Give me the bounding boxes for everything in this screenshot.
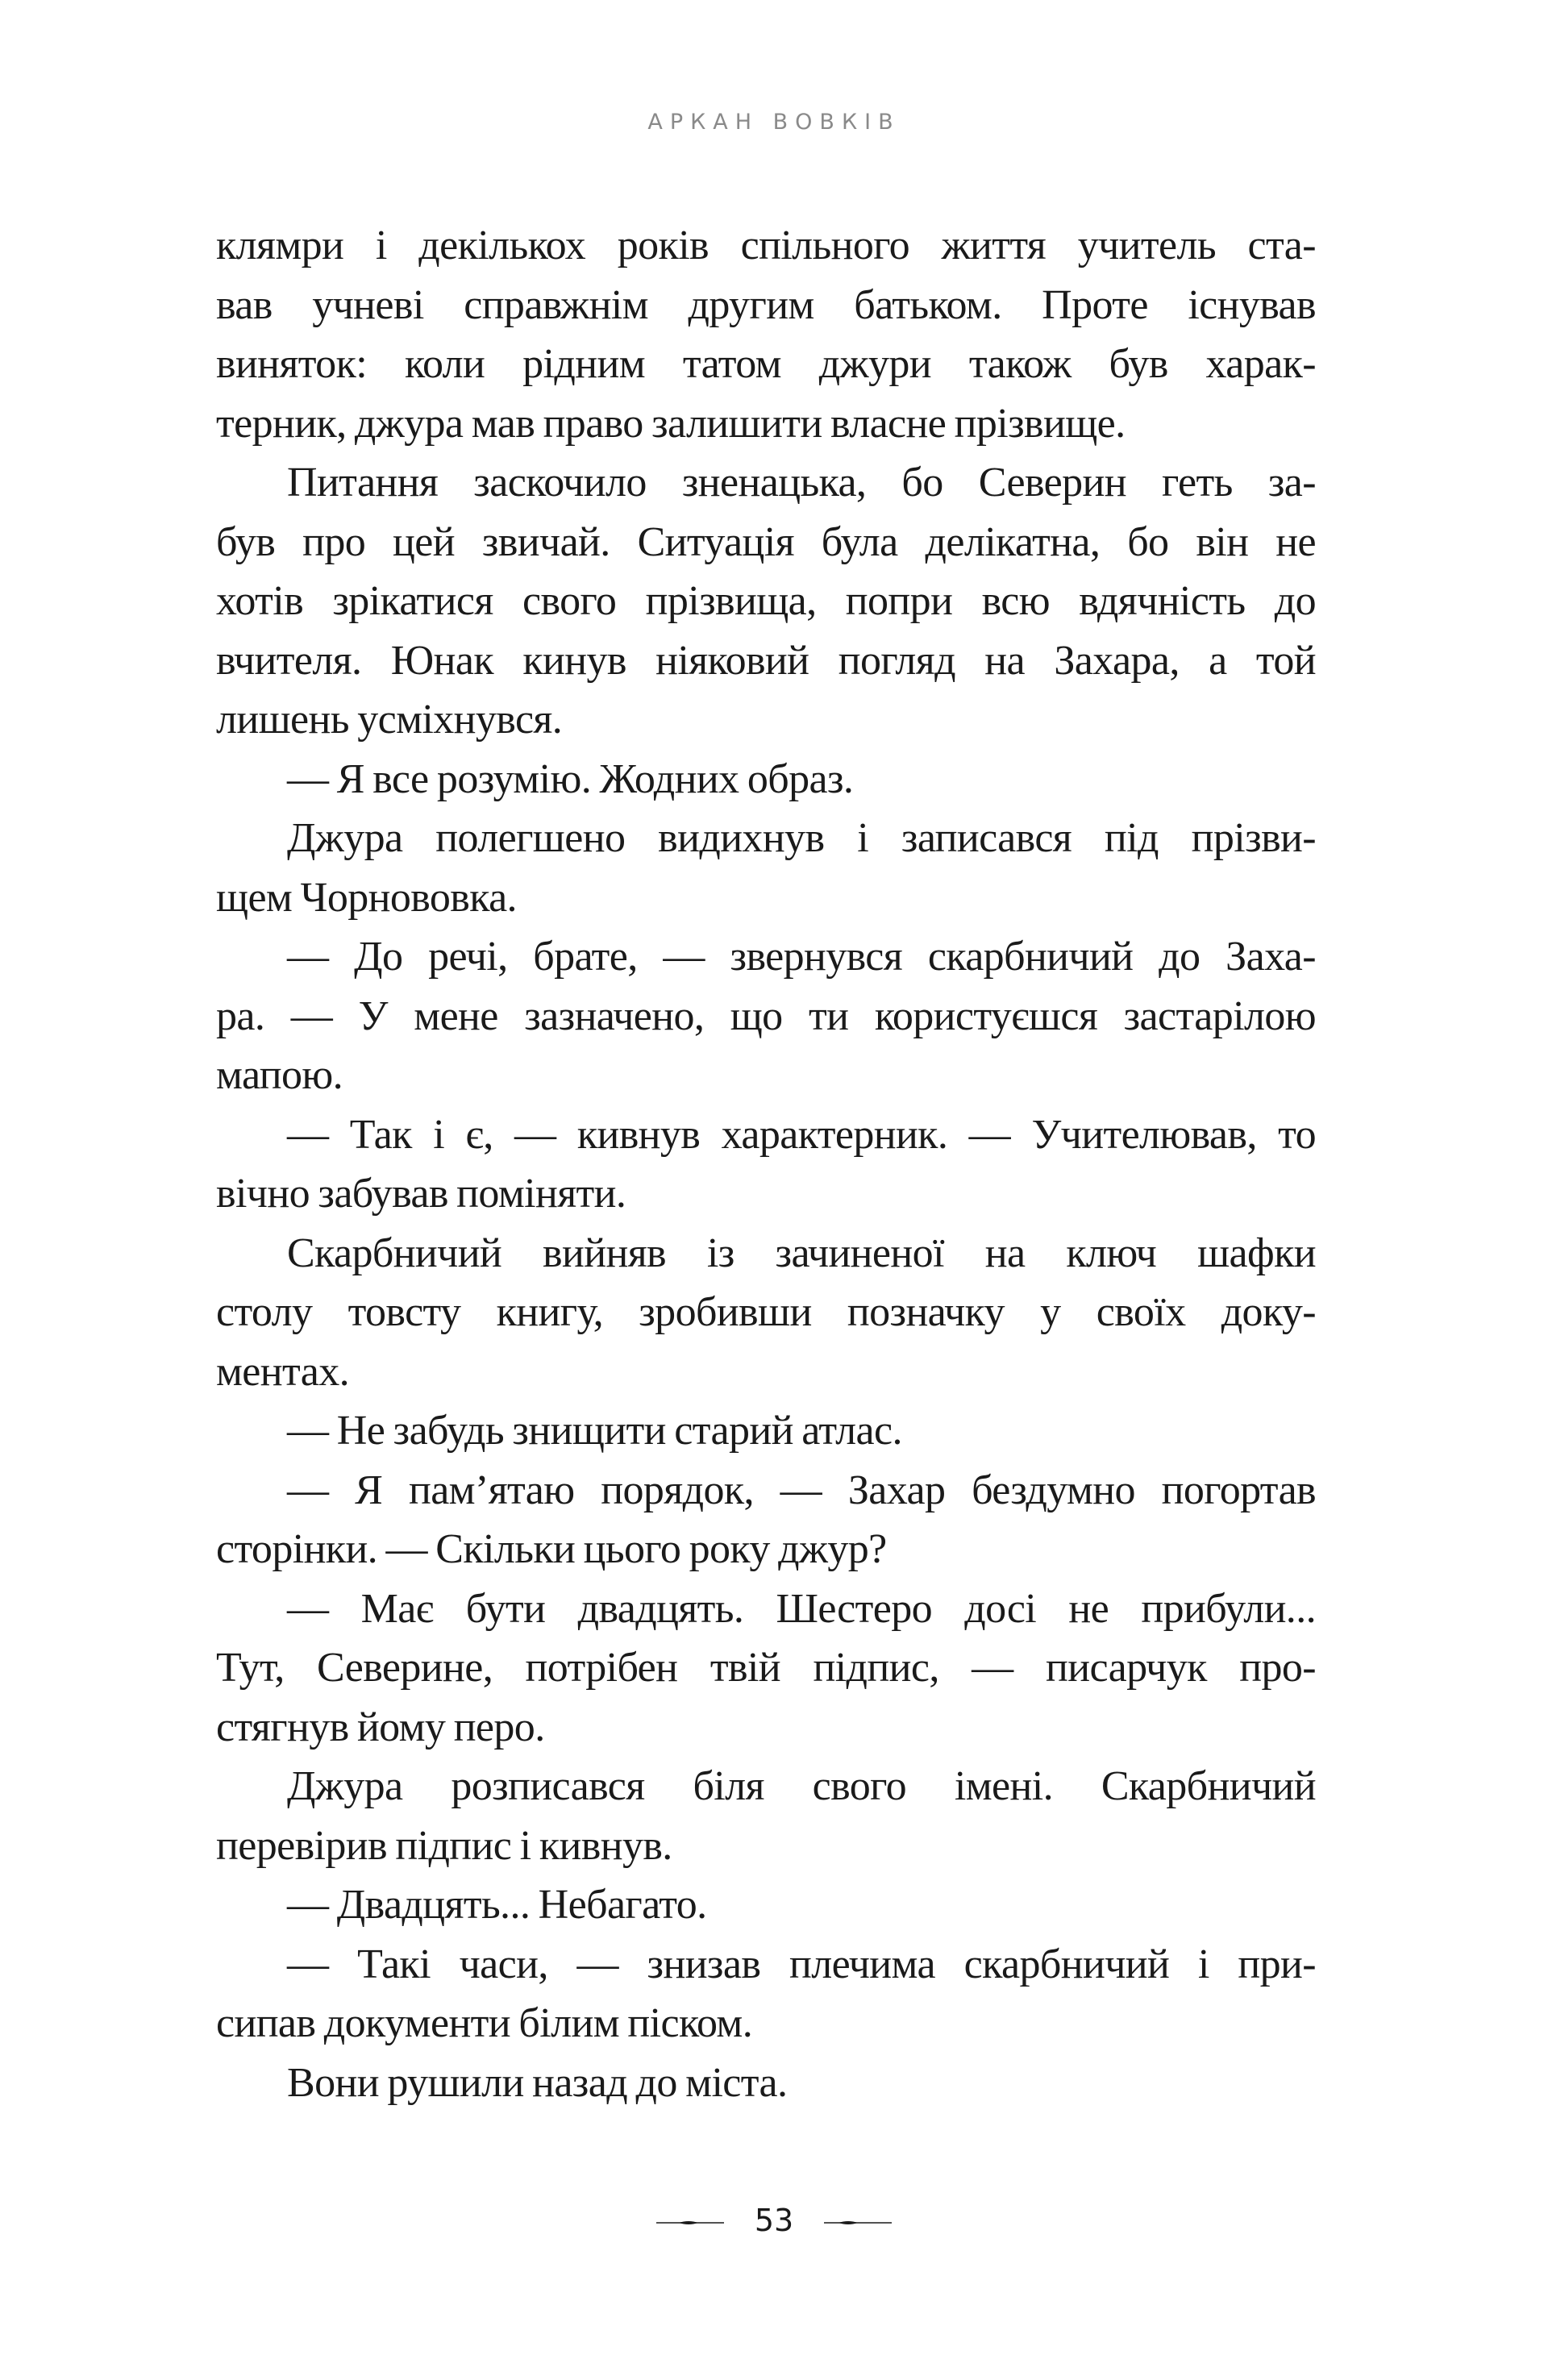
text-line: хотів зрікатися свого прізвища, попри всю вдячність до: [216, 578, 1316, 624]
text-line: виняток: коли рідним татом джури також був харак-: [216, 341, 1316, 387]
text-line: сторінки. — Скільки цього року джур?: [216, 1526, 887, 1572]
text-line: ра. — У мене зазначено, що ти користуєшся застарілою: [216, 992, 1316, 1039]
text-line: — Такі часи, — знизав плечима скарбничий і при-: [287, 1941, 1316, 1987]
text-line: — Я памʼятаю порядок, — Захар бездумно погортав: [287, 1467, 1316, 1513]
text-line: щем Чорнововка.: [216, 874, 517, 921]
text-line: — Не забудь знищити старий атлас.: [287, 1408, 902, 1454]
text-line: столу товсту книгу, зробивши позначку у своїх доку-: [216, 1289, 1316, 1335]
text-line: терник, джура мав право залишити власне прізвище.: [216, 400, 1126, 447]
text-line: Джура розписався біля свого імені. Скарбничий: [287, 1763, 1316, 1809]
text-line: Питання заскочило зненацька, бо Северин геть за-: [287, 460, 1316, 506]
text-line: стягнув йому перо.: [216, 1704, 545, 1750]
text-line: Вони рушили назад до міста.: [287, 2059, 788, 2106]
text-line: — Так і є, — кивнув характерник. — Учителював, то: [287, 1111, 1316, 1158]
text-line: вчителя. Юнак кинув ніяковий погляд на Захара, а той: [216, 637, 1316, 684]
text-line: мапою.: [216, 1052, 343, 1098]
text-line: — Двадцять... Небагато.: [287, 1882, 707, 1928]
text-line: сипав документи білим піском.: [216, 2000, 753, 2046]
page-footer: [0, 2203, 1548, 2238]
text-line: вічно забував поміняти.: [216, 1171, 626, 1217]
text-line: — Я все розумію. Жодних образ.: [287, 755, 854, 802]
text-line: Скарбничий вийняв із зачиненої на ключ шафки: [287, 1230, 1316, 1276]
text-line: вав учневі справжнім другим батьком. Проте існував: [216, 281, 1316, 328]
body-text: [216, 216, 1316, 2112]
text-line: ментах.: [216, 1348, 350, 1395]
running-head: АРКАН ВОВКІВ: [647, 110, 901, 135]
text-line: Тут, Северине, потрібен твій підпис, — писарчук про-: [216, 1645, 1316, 1691]
text-line: Джура полегшено видихнув і записався під прізви-: [287, 815, 1316, 861]
text-line: — До речі, брате, — звернувся скарбничий до Заха-: [287, 934, 1316, 980]
page-number: 53: [754, 2203, 794, 2238]
text-line: клямри і декількох років спільного життя учитель ста-: [216, 223, 1316, 268]
text-line: — Має бути двадцять. Шестеро досі не прибули...: [287, 1585, 1316, 1632]
dash-diamond-ornament-icon: [824, 2216, 892, 2224]
text-line: лишень усміхнувся.: [216, 697, 563, 743]
text-line: був про цей звичай. Ситуація була делікатна, бо він не: [216, 518, 1316, 565]
text-line: перевірив підпис і кивнув.: [216, 1822, 672, 1869]
dash-diamond-ornament-icon: [656, 2216, 724, 2224]
